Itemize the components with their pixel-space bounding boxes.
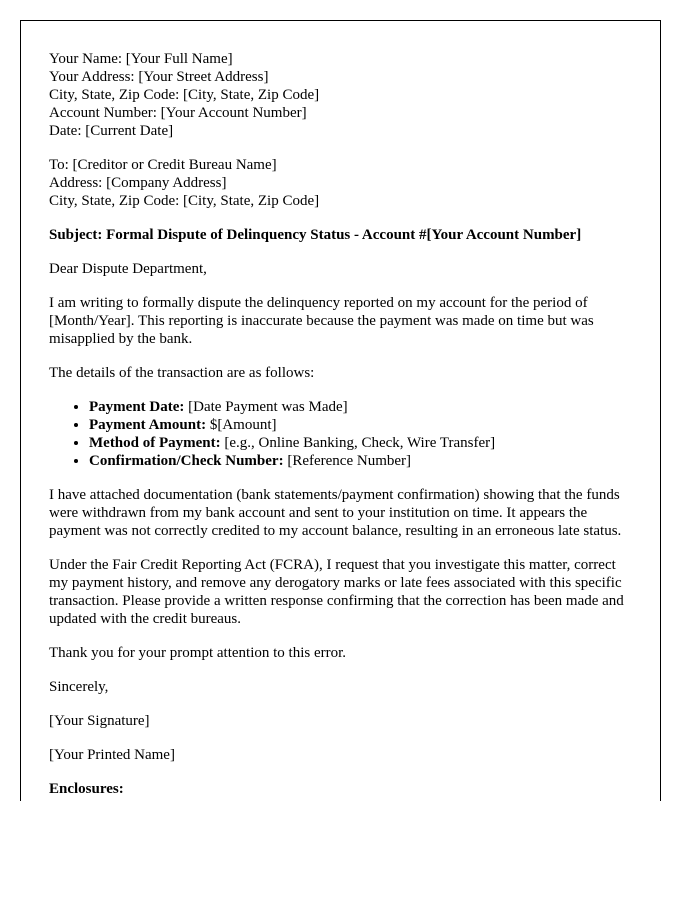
sender-address: Your Address: [Your Street Address]	[49, 69, 269, 85]
detail-value: [Date Payment was Made]	[184, 399, 348, 415]
sender-block	[49, 50, 632, 140]
detail-payment-date	[89, 398, 632, 416]
detail-label: Payment Date:	[89, 399, 185, 415]
body-paragraph-fcra-request: Under the Fair Credit Reporting Act (FCRA), I request that you investigate this matter, correct my payment history, and remove any derogatory marks or late fees associated with this specific transaction. Please provide a written response confirming that the correction has been made and updated with the credit bureaus.	[49, 557, 624, 627]
subject-line	[49, 226, 632, 244]
body-paragraph-thanks: Thank you for your prompt attention to this error.	[49, 645, 347, 661]
transaction-details-list	[49, 398, 632, 470]
letter-document	[20, 20, 661, 801]
recipient-city: City, State, Zip Code: [City, State, Zip Code]	[49, 193, 320, 209]
sender-city: City, State, Zip Code: [City, State, Zip Code]	[49, 87, 320, 103]
printed-name-placeholder: [Your Printed Name]	[49, 747, 175, 763]
detail-payment-method	[89, 434, 632, 452]
subject-text: Subject: Formal Dispute of Delinquency Status - Account #[Your Account Number]	[49, 227, 582, 243]
detail-value: [e.g., Online Banking, Check, Wire Transfer]	[220, 435, 496, 451]
detail-label: Confirmation/Check Number:	[89, 453, 284, 469]
signature-placeholder: [Your Signature]	[49, 713, 150, 729]
detail-label: Method of Payment:	[89, 435, 221, 451]
enclosures-heading	[49, 780, 632, 798]
letter-date: Date: [Current Date]	[49, 123, 174, 139]
body-paragraph-dispute: I am writing to formally dispute the delinquency reported on my account for the period of [Month/Year]. This reporting is inaccurate because the payment was made on time but was misapplied by the bank.	[49, 295, 594, 347]
detail-label: Payment Amount:	[89, 417, 207, 433]
sender-account-number: Account Number: [Your Account Number]	[49, 105, 307, 121]
body-paragraph-documentation: I have attached documentation (bank statements/payment confirmation) showing that the funds were withdrawn from my bank account and sent to your institution on time. It appears the payment was not correctly credited to my account balance, resulting in an erroneous late status.	[49, 487, 622, 539]
recipient-address: Address: [Company Address]	[49, 175, 227, 191]
enclosures-label: Enclosures:	[49, 781, 124, 797]
closing: Sincerely,	[49, 679, 109, 695]
salutation: Dear Dispute Department,	[49, 261, 207, 277]
detail-payment-amount	[89, 416, 632, 434]
sender-name: Your Name: [Your Full Name]	[49, 51, 233, 67]
detail-value: [Reference Number]	[283, 453, 412, 469]
detail-value: $[Amount]	[206, 417, 277, 433]
recipient-name: To: [Creditor or Credit Bureau Name]	[49, 157, 277, 173]
recipient-block	[49, 156, 632, 210]
details-intro: The details of the transaction are as follows:	[49, 365, 315, 381]
detail-confirmation-number	[89, 452, 632, 470]
